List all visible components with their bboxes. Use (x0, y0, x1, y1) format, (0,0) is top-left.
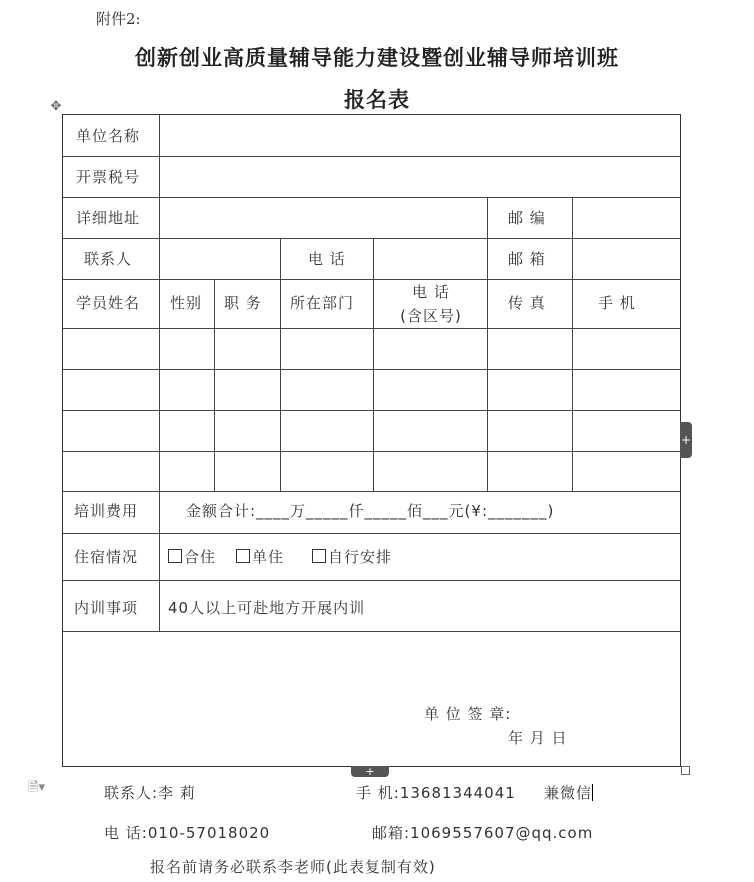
col-fax: 传 真 (508, 294, 546, 312)
lodging-option-self[interactable]: 自行安排 (312, 546, 392, 567)
tax-number-label: 开票税号 (76, 168, 141, 186)
fee-label: 培训费用 (74, 502, 139, 520)
fee-amount-text: 金额合计:____万_____仟_____佰___元(¥:_______) (186, 502, 555, 520)
table-resize-handle[interactable] (681, 766, 690, 775)
checkbox-icon[interactable] (236, 549, 250, 563)
page-subtitle: 报名表 (344, 87, 410, 112)
text-cursor (592, 784, 593, 801)
postcode-label: 邮 编 (508, 209, 546, 227)
lodging-label: 住宿情况 (74, 548, 139, 566)
page-title: 创新创业高质量辅导能力建设暨创业辅导师培训班 (135, 45, 619, 70)
add-row-icon[interactable]: + (351, 766, 389, 777)
col-mobile: 手 机 (598, 294, 636, 312)
col-position: 职 务 (224, 294, 262, 312)
footer-contact: 联系人:李 莉 (104, 784, 196, 802)
inhouse-label: 内训事项 (74, 599, 139, 617)
inhouse-text: 40人以上可赴地方开展内训 (168, 599, 366, 617)
date-label: 年 月 日 (508, 729, 568, 747)
lodging-option-single[interactable]: 单住 (236, 546, 284, 567)
contact-label: 联系人 (84, 250, 133, 268)
col-phone-line1: 电 话 (412, 283, 450, 301)
footer-note: 报名前请务必联系李老师(此表复制有效) (150, 858, 436, 876)
address-label: 详细地址 (76, 209, 141, 227)
footer-wechat[interactable]: 兼微信 (544, 784, 593, 802)
paste-options-icon[interactable]: 🗎▾ (28, 780, 45, 795)
add-column-icon[interactable]: + (680, 422, 692, 458)
col-department: 所在部门 (290, 294, 355, 312)
table-move-handle-icon[interactable]: ✥ (50, 99, 62, 114)
org-name-label: 单位名称 (76, 127, 141, 145)
email-label: 邮 箱 (508, 250, 546, 268)
checkbox-icon[interactable] (168, 549, 182, 563)
col-gender: 性别 (170, 294, 203, 312)
registration-form-table (62, 114, 681, 767)
checkbox-icon[interactable] (312, 549, 326, 563)
footer-email: 邮箱:1069557607@qq.com (372, 824, 594, 842)
phone-label: 电 话 (308, 250, 346, 268)
attachment-label: 附件2: (96, 10, 141, 28)
lodging-option-shared[interactable]: 合住 (168, 546, 216, 567)
footer-phone: 电 话:010-57018020 (104, 824, 271, 842)
col-phone-line2: (含区号) (400, 307, 462, 325)
seal-label: 单 位 签 章: (424, 705, 512, 723)
col-student-name: 学员姓名 (76, 294, 141, 312)
footer-mobile: 手 机:13681344041 (356, 784, 516, 802)
